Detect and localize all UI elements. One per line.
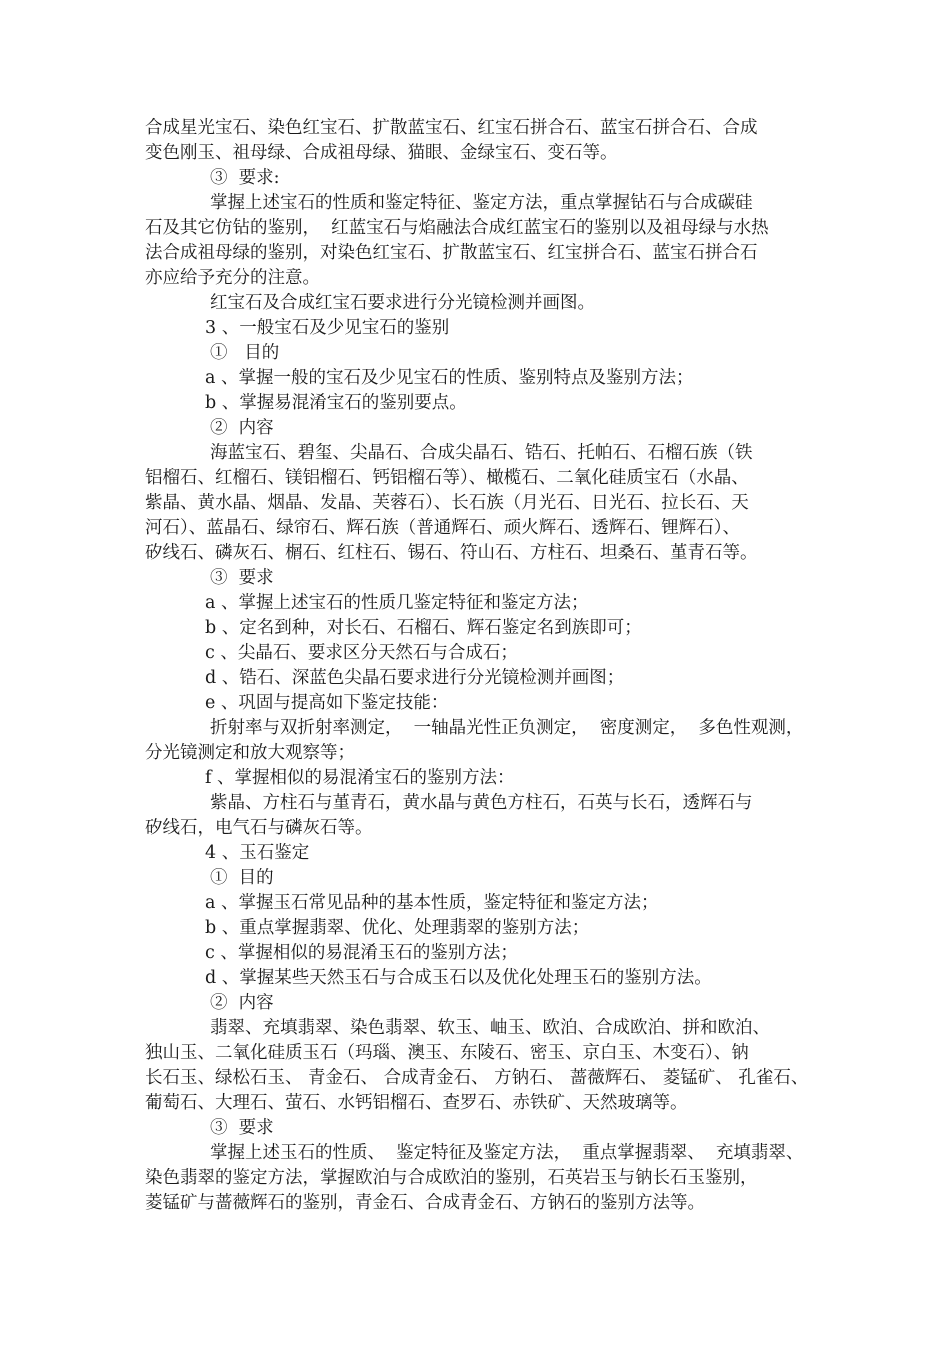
paragraph-line: 铝榴石、红榴石、镁铝榴石、钙铝榴石等）、橄榄石、二氧化硅质宝石（水晶、 xyxy=(145,468,749,488)
list-item: b 、掌握易混淆宝石的鉴别要点。 xyxy=(205,393,467,413)
paragraph-line: 亦应给予充分的注意。 xyxy=(145,268,320,288)
subsection-heading-purpose: ① 目的 xyxy=(210,868,274,888)
subsection-heading-requirements: ③ 要求 xyxy=(210,1118,274,1138)
list-item: d 、锆石、深蓝色尖晶石要求进行分光镜检测并画图； xyxy=(205,668,625,688)
list-item: b 、重点掌握翡翠、优化、处理翡翠的鉴别方法； xyxy=(205,918,590,938)
list-item: e 、巩固与提高如下鉴定技能： xyxy=(205,693,449,713)
list-item: a 、掌握一般的宝石及少见宝石的性质、鉴别特点及鉴别方法； xyxy=(205,368,694,388)
subsection-heading-content: ② 内容 xyxy=(210,418,274,438)
paragraph-line: 紫晶、方柱石与堇青石，黄水晶与黄色方柱石，石英与长石，透辉石与 xyxy=(210,793,753,813)
paragraph-line: 石及其它仿钻的鉴别， 红蓝宝石与焰融法合成红蓝宝石的鉴别以及祖母绿与水热 xyxy=(145,218,769,238)
list-item: c 、尖晶石、要求区分天然石与合成石； xyxy=(205,643,518,663)
paragraph-line: 分光镜测定和放大观察等； xyxy=(145,743,355,763)
subsection-heading-content: ② 内容 xyxy=(210,993,274,1013)
list-item: b 、定名到种，对长石、石榴石、辉石鉴定名到族即可； xyxy=(205,618,642,638)
subsection-heading-requirements: ③ 要求: xyxy=(210,168,280,188)
paragraph-line: 掌握上述玉石的性质、 鉴定特征及鉴定方法， 重点掌握翡翠、 充填翡翠、 xyxy=(210,1143,804,1163)
list-item: f 、掌握相似的易混淆宝石的鉴别方法： xyxy=(205,768,515,788)
section-heading: 4 、玉石鉴定 xyxy=(205,843,310,863)
document-body xyxy=(0,116,950,1216)
paragraph-line: 海蓝宝石、碧玺、尖晶石、合成尖晶石、锆石、托帕石、石榴石族（铁 xyxy=(210,443,753,463)
list-item: a 、掌握玉石常见品种的基本性质，鉴定特征和鉴定方法； xyxy=(205,893,659,913)
paragraph-line: 染色翡翠的鉴定方法，掌握欧泊与合成欧泊的鉴别，石英岩玉与钠长石玉鉴别， xyxy=(145,1168,758,1188)
paragraph-line: 变色刚玉、祖母绿、合成祖母绿、猫眼、金绿宝石、变石等。 xyxy=(145,143,618,163)
list-item: d 、掌握某些天然玉石与合成玉石以及优化处理玉石的鉴别方法。 xyxy=(205,968,712,988)
section-heading: 3 、一般宝石及少见宝石的鉴别 xyxy=(205,318,450,338)
list-item: c 、掌握相似的易混淆玉石的鉴别方法； xyxy=(205,943,518,963)
paragraph-line: 合成星光宝石、染色红宝石、扩散蓝宝石、红宝石拼合石、蓝宝石拼合石、合成 xyxy=(145,118,758,138)
paragraph-line: 菱锰矿与蔷薇辉石的鉴别，青金石、合成青金石、方钠石的鉴别方法等。 xyxy=(145,1193,705,1213)
list-item: a 、掌握上述宝石的性质几鉴定特征和鉴定方法； xyxy=(205,593,589,613)
paragraph-line: 葡萄石、大理石、萤石、水钙铝榴石、查罗石、赤铁矿、天然玻璃等。 xyxy=(145,1093,688,1113)
paragraph-line: 紫晶、黄水晶、烟晶、发晶、芙蓉石）、长石族（月光石、日光石、拉长石、天 xyxy=(145,493,749,513)
paragraph-line: 折射率与双折射率测定， 一轴晶光性正负测定， 密度测定， 多色性观测， xyxy=(210,718,804,738)
paragraph-line: 法合成祖母绿的鉴别，对染色红宝石、扩散蓝宝石、红宝拼合石、蓝宝石拼合石 xyxy=(145,243,758,263)
paragraph-line: 独山玉、二氧化硅质玉石（玛瑙、澳玉、东陵石、密玉、京白玉、木变石）、钠 xyxy=(145,1043,749,1063)
subsection-heading-requirements: ③ 要求 xyxy=(210,568,274,588)
paragraph-line: 矽线石、磷灰石、榍石、红柱石、锡石、符山石、方柱石、坦桑石、堇青石等。 xyxy=(145,543,758,563)
paragraph-line: 掌握上述宝石的性质和鉴定特征、鉴定方法，重点掌握钻石与合成碳硅 xyxy=(210,193,753,213)
paragraph-line: 河石）、蓝晶石、绿帘石、辉石族（普通辉石、顽火辉石、透辉石、锂辉石）、 xyxy=(145,518,740,538)
subsection-heading-purpose: ① 目的 xyxy=(210,343,280,363)
paragraph-line: 翡翠、充填翡翠、染色翡翠、软玉、岫玉、欧泊、合成欧泊、拼和欧泊、 xyxy=(210,1018,770,1038)
paragraph-line: 长石玉、绿松石玉、 青金石、 合成青金石、 方钠石、 蔷薇辉石、 菱锰矿、 孔雀石、 xyxy=(145,1068,809,1088)
paragraph-line: 矽线石，电气石与磷灰石等。 xyxy=(145,818,373,838)
paragraph-line: 红宝石及合成红宝石要求进行分光镜检测并画图。 xyxy=(210,293,595,313)
